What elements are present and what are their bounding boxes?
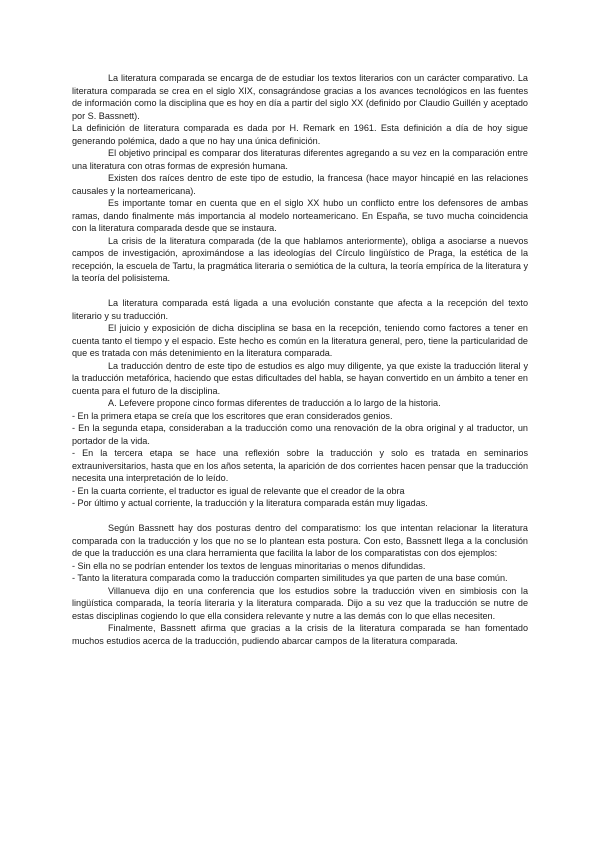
paragraph-gap <box>72 510 528 523</box>
paragraph: La literatura comparada está ligada a una evolución constante que afecta a la recepción del texto literario y su traducción. <box>72 298 528 321</box>
paragraph: A. Lefevere propone cinco formas diferentes de traducción a lo largo de la historia. <box>108 398 441 408</box>
paragraph: Es importante tomar en cuenta que en el siglo XX hubo un conflicto entre los defensores de ambas ramas, dando finalmente más importancia al modelo norteamericano. En España, se tuvo mucha coincidencia con la literatura comparada desde que se instaura. <box>72 198 528 233</box>
paragraph: La definición de literatura comparada es dada por H. Remark en 1961. Esta definición a día de hoy sigue generando polémica, dado a que no hay una única definición. <box>72 123 528 146</box>
list-item: - En la tercera etapa se hace una reflexión sobre la traducción y solo es tratada en seminarios extrauniversitarios, hasta que en los años setenta, la aparición de dos corrientes hacen pensar que la traducción necesita una interpretación de lo leído. <box>72 448 528 483</box>
list-item: - En la cuarta corriente, el traductor es igual de relevante que el creador de la obra <box>72 485 405 496</box>
list-item: - En la primera etapa se creía que los escritores que eran considerados genios. <box>72 410 393 421</box>
paragraph: Villanueva dijo en una conferencia que los estudios sobre la traducción viven en simbiosis con la lingüística comparada, la teoría literaria y la literatura comparada. Dijo a su vez que la traducción se nutre de estas disciplinas cogiendo lo que ella considera relevante y nutre a las demás con lo que ellas necesiten. <box>72 585 528 621</box>
paragraph: Según Bassnett hay dos posturas dentro del comparatismo: los que intentan relacionar la literatura comparada con la traducción y los que no se lo plantean esta postura. Con esto, Bassnett llega a la conclusión de que la traducción es una clara herramienta que facilita la labor de los comparatistas con dos ejemplos: <box>72 523 528 558</box>
paragraph: El juicio y exposición de dicha disciplina se basa en la recepción, teniendo como factores a tener en cuenta tanto el tiempo y el espacio. Este hecho es común en la literatura general, pero, tiene la particularidad de que es tratada con más detenimiento en la literatura comparada. <box>72 323 528 358</box>
paragraph: La literatura comparada se encarga de de estudiar los textos literarios con un carácter comparativo. La literatura comparada se crea en el siglo XIX, consagrándose gracias a los avances tecnológicos en las fuentes de información como la disciplina que es hoy en día a partir del siglo XX (definido por Claudio Guillén y aceptado por S. Bassnett). <box>72 73 528 121</box>
paragraph: El objetivo principal es comparar dos literaturas diferentes agregando a su vez en la comparación entre una literatura con otras formas de expresión humana. <box>72 148 528 171</box>
list-item: - Por último y actual corriente, la traducción y la literatura comparada están muy ligadas. <box>72 498 428 508</box>
paragraph: Existen dos raíces dentro de este tipo de estudio, la francesa (hace mayor hincapié en las relaciones causales y la norteamericana). <box>72 173 528 196</box>
list-item: - Tanto la literatura comparada como la traducción comparten similitudes ya que parten de una base común. <box>72 573 508 583</box>
list-item: - En la segunda etapa, consideraban a la traducción como una renovación de la obra original y al traductor, un portador de la vida. <box>72 423 528 446</box>
paragraph: La crisis de la literatura comparada (de la que hablamos anteriormente), obliga a asociarse a nuevos campos de investigación, aproximándose a las ideologías del Círculo lingüístico de Praga, la estética de la recepción, la escuela de Tartu, la pragmática literaria o semiótica de la cultura, la teoría empírica de la literatura y la teoría del polisistema. <box>72 235 528 283</box>
paragraph-gap <box>72 285 528 298</box>
paragraph: Finalmente, Bassnett afirma que gracias a la crisis de la literatura comparada se han fomentado muchos estudios acerca de la traducción, pudiendo abarcar campos de la literatura comparada. <box>72 623 528 646</box>
document-page <box>72 72 528 647</box>
list-item: - Sin ella no se podrían entender los textos de lenguas minoritarias o menos difundidas. <box>72 560 426 571</box>
paragraph: La traducción dentro de este tipo de estudios es algo muy diligente, ya que existe la traducción literal y la traducción metafórica, haciendo que estas dificultades del habla, se hayan convertido en un ámbito a tener en cuenta para el futuro de la disciplina. <box>72 360 528 396</box>
